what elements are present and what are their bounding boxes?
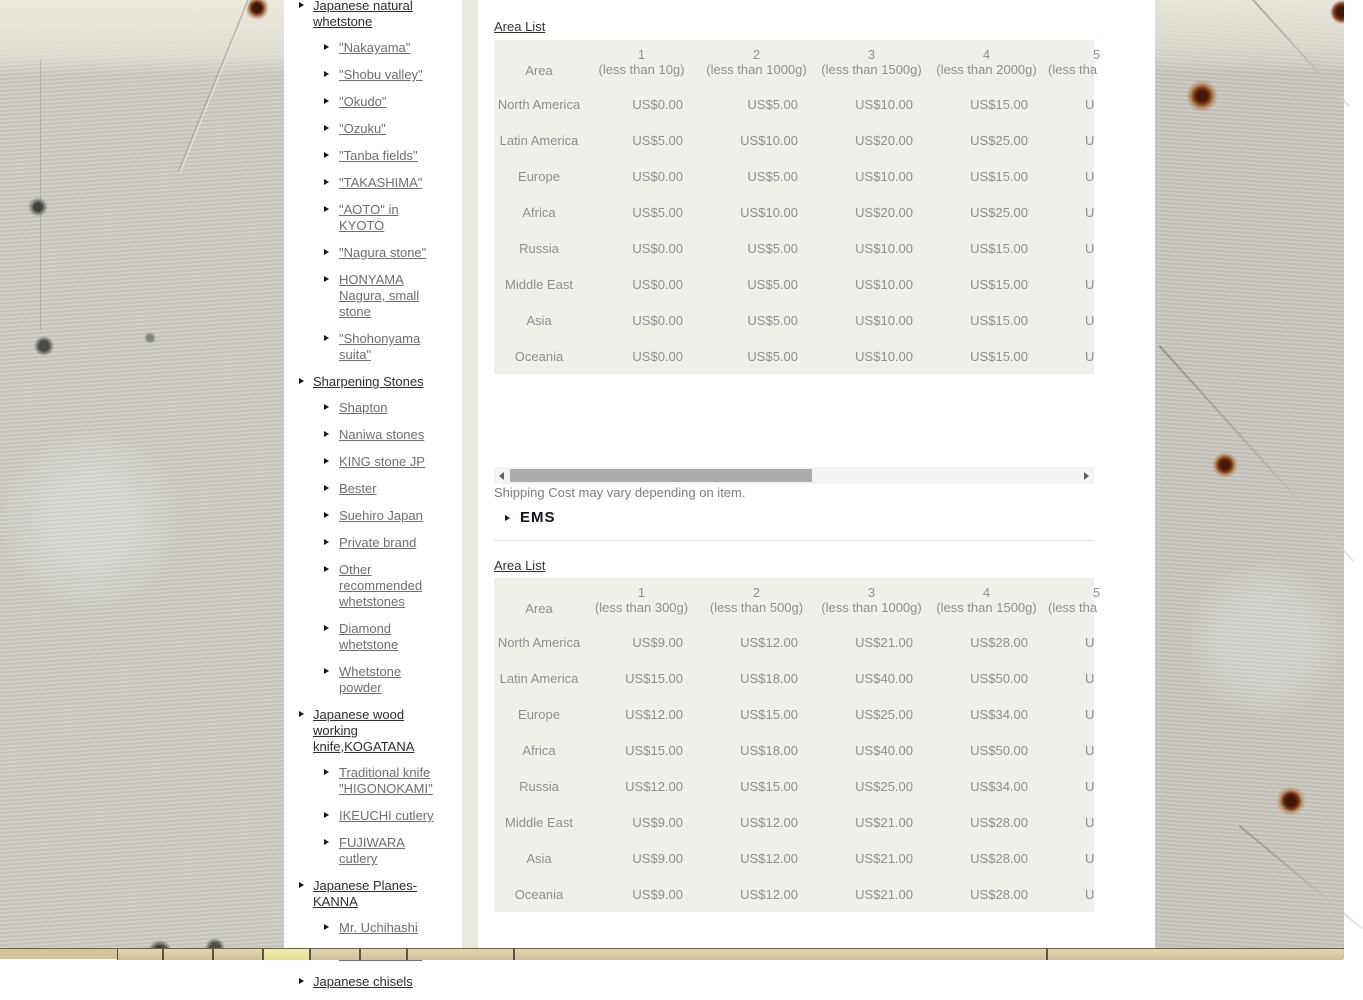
column-header: 4 (less than 2000g) <box>936 47 1037 77</box>
bullet-arrow-icon <box>324 98 329 104</box>
sidebar-link[interactable]: Japanese wood working knife,KOGATANA <box>313 707 415 754</box>
taskbar-button-active[interactable] <box>263 949 310 960</box>
table-row: Oceania US$0.00 US$5.00 US$10.00 US$15.00 U <box>514 348 1095 364</box>
sidebar-link[interactable]: "Nakayama" <box>339 40 411 55</box>
sidebar-item-whetstone-powder[interactable] <box>323 664 444 696</box>
table-row: Europe US$12.00 US$15.00 US$25.00 US$34.00 U <box>518 706 1095 722</box>
taskbar-button[interactable] <box>117 949 163 960</box>
sidebar-link[interactable]: "Ozuku" <box>339 121 386 136</box>
sidebar-item-shapton[interactable] <box>323 400 444 416</box>
shipping-note: Shipping Cost may vary depending on item. <box>494 485 746 500</box>
table-row: Middle East US$9.00 US$12.00 US$21.00 US$28.00 U <box>505 814 1095 830</box>
sidebar-item-japanese-chisels[interactable] <box>298 974 430 990</box>
column-header-area: Area <box>525 601 553 616</box>
table-row: Africa US$15.00 US$18.00 US$40.00 US$50.00 U <box>522 742 1095 758</box>
sidebar-link[interactable]: KING stone JP <box>339 454 425 469</box>
table-row: North America US$9.00 US$12.00 US$21.00 US$28.00 U <box>497 634 1095 650</box>
taskbar-button[interactable] <box>163 949 213 960</box>
scroll-left-button[interactable] <box>494 467 510 484</box>
taskbar-button[interactable] <box>360 949 407 960</box>
sidebar-navigation <box>298 0 462 1000</box>
sidebar-link[interactable]: Japanese chisels <box>313 974 413 989</box>
sidebar-item-takashima[interactable] <box>323 175 444 191</box>
shipping-table-ems <box>494 578 1101 912</box>
sidebar-link[interactable]: "Okudo" <box>339 94 387 109</box>
bullet-arrow-icon <box>324 335 329 341</box>
bullet-arrow-icon <box>324 924 329 930</box>
sidebar-item-private-brand[interactable] <box>323 535 444 551</box>
sidebar-item-king-stone-jp[interactable] <box>323 454 444 470</box>
right-scratch-line <box>1159 345 1355 562</box>
table-row: Russia US$0.00 US$5.00 US$10.00 US$15.00 U <box>519 240 1095 256</box>
bullet-arrow-icon <box>324 125 329 131</box>
right-background-texture <box>1155 0 1344 959</box>
column-header: 2 (less than 1000g) <box>706 47 807 77</box>
table-row: Latin America US$15.00 US$18.00 US$40.00 US$50.00 U <box>499 670 1095 686</box>
ems-section-heading[interactable] <box>504 509 556 527</box>
bullet-arrow-icon <box>299 978 304 984</box>
sidebar-item-honyama-nagura[interactable] <box>323 272 444 320</box>
sidebar-item-shobu-valley[interactable] <box>323 67 444 83</box>
area-list-anchor[interactable]: Area List <box>494 19 546 34</box>
taskbar-button[interactable] <box>1047 949 1343 960</box>
sidebar-link[interactable]: "AOTO" in KYOTO <box>339 202 399 233</box>
right-scratch-line <box>1249 0 1351 108</box>
bullet-arrow-icon <box>324 769 329 775</box>
bullet-arrow-icon <box>324 485 329 491</box>
column-header: 3 (less than 1500g) <box>821 47 922 77</box>
sidebar-item-other-recommended-whetstones[interactable] <box>323 562 444 610</box>
sidebar-item-naniwa-stones[interactable] <box>323 427 444 443</box>
sidebar-link[interactable]: Japanese natural whetstone <box>313 0 413 29</box>
sidebar-link[interactable]: Suehiro Japan <box>339 508 423 523</box>
ems-label: EMS <box>520 509 556 526</box>
column-header-clipped: 5 (less tha <box>1048 585 1101 615</box>
sidebar-link[interactable]: Private brand <box>339 535 417 550</box>
sidebar-item-nakayama[interactable] <box>323 40 444 56</box>
sidebar-link[interactable]: Sharpening Stones <box>313 374 424 389</box>
bullet-arrow-icon <box>324 431 329 437</box>
sidebar-link[interactable]: Shapton <box>339 400 388 415</box>
bullet-arrow-icon <box>324 566 329 572</box>
bullet-arrow-icon <box>324 71 329 77</box>
column-header: 2 (less than 500g) <box>709 585 804 615</box>
taskbar-button[interactable] <box>514 949 1047 960</box>
bullet-arrow-icon <box>324 206 329 212</box>
sidebar-link[interactable]: IKEUCHI cutlery <box>339 808 434 823</box>
area-list-anchor[interactable]: Area List <box>494 558 546 573</box>
sidebar-item-higonokami[interactable] <box>323 765 444 797</box>
bullet-arrow-icon <box>324 404 329 410</box>
bullet-arrow-icon <box>299 2 304 8</box>
table-row: Europe US$0.00 US$5.00 US$10.00 US$15.00 U <box>518 168 1095 184</box>
table-row: Latin America US$5.00 US$10.00 US$20.00 US$25.00 U <box>499 132 1095 148</box>
sidebar-item-suehiro-japan[interactable] <box>323 508 444 524</box>
bullet-arrow-icon <box>324 625 329 631</box>
sidebar-link[interactable]: "Shobu valley" <box>339 67 423 82</box>
sidebar-item-diamond-whetstone[interactable] <box>323 621 444 653</box>
sidebar-item-tanba-fields[interactable] <box>323 148 444 164</box>
sidebar-link[interactable]: Japanese Planes-KANNA <box>313 878 418 909</box>
taskbar-button[interactable] <box>213 949 263 960</box>
bullet-arrow-icon <box>299 378 304 384</box>
table-row: Middle East US$0.00 US$5.00 US$10.00 US$15.00 U <box>505 276 1095 292</box>
taskbar-button[interactable] <box>407 949 514 960</box>
table-row: Africa US$5.00 US$10.00 US$20.00 US$25.00 U <box>522 204 1095 220</box>
sidebar-item-mr-uchihashi[interactable] <box>323 920 444 936</box>
bullet-arrow-icon <box>324 249 329 255</box>
bullet-arrow-icon <box>324 512 329 518</box>
area-list-link-2[interactable] <box>494 558 545 573</box>
scrollbar-thumb[interactable] <box>510 469 812 482</box>
column-header-clipped: 5 (less tha <box>1048 47 1101 77</box>
table-row: Asia US$0.00 US$5.00 US$10.00 US$15.00 U <box>526 312 1095 328</box>
left-nail-stick <box>178 0 252 172</box>
column-header: 1 (less than 10g) <box>598 47 685 77</box>
bullet-arrow-icon <box>324 812 329 818</box>
column-header: 1 (less than 300g) <box>594 585 689 615</box>
bullet-arrow-icon <box>324 539 329 545</box>
sidebar-item-aoto-in-kyoto[interactable] <box>323 202 444 234</box>
sidebar-link[interactable]: Diamond whetstone <box>339 621 399 652</box>
sidebar-link[interactable]: Bester <box>339 481 377 496</box>
bullet-arrow-icon <box>505 515 510 521</box>
scroll-left-arrow-icon <box>499 472 504 480</box>
sidebar-link[interactable]: HONYAMA Nagura, small stone <box>339 272 420 319</box>
sidebar-item-sharpening-stones[interactable] <box>298 374 430 390</box>
area-list-link-1[interactable] <box>494 19 545 34</box>
sidebar-item-japanese-wood-working-knife[interactable] <box>298 707 430 755</box>
scroll-right-arrow-icon <box>1084 472 1089 480</box>
sidebar-item-bester[interactable] <box>323 481 444 497</box>
taskbar-button[interactable] <box>310 949 360 960</box>
sidebar-link[interactable]: "Shohonyama suita" <box>339 331 421 362</box>
sidebar-link[interactable]: "Nagura stone" <box>339 245 427 260</box>
table-row: North America US$0.00 US$5.00 US$10.00 US$15.00 U <box>497 96 1095 112</box>
sidebar-link[interactable]: FUJIWARA cutlery <box>339 835 405 866</box>
sidebar-link[interactable]: "Tanba fields" <box>339 148 418 163</box>
left-scratch-line <box>40 60 41 330</box>
table-header-row <box>494 578 1159 624</box>
sidebar-content-divider <box>462 0 478 948</box>
scroll-right-button[interactable] <box>1078 467 1094 484</box>
bullet-arrow-icon <box>324 44 329 50</box>
sidebar-item-nagura-stone[interactable] <box>323 245 444 261</box>
table-row: Asia US$9.00 US$12.00 US$21.00 US$28.00 U <box>526 850 1095 866</box>
table-row: Russia US$12.00 US$15.00 US$25.00 US$34.00 U <box>519 778 1095 794</box>
sidebar-link[interactable]: Whetstone powder <box>339 664 402 695</box>
section-divider-line <box>494 540 1094 541</box>
sidebar-link[interactable]: Naniwa stones <box>339 427 425 442</box>
column-header: 4 (less than 1500g) <box>936 585 1037 615</box>
sidebar-item-ikeuchi-cutlery[interactable] <box>323 808 444 824</box>
sidebar-item-okudo[interactable] <box>323 94 444 110</box>
sidebar-item-fujiwara-cutlery[interactable] <box>323 835 444 867</box>
sidebar-item-ozuku[interactable] <box>323 121 444 137</box>
sidebar-link[interactable]: Other recommended whetstones <box>339 562 423 609</box>
bullet-arrow-icon <box>299 882 304 888</box>
shipping-table-small-packet <box>494 40 1101 374</box>
horizontal-scrollbar[interactable] <box>494 467 1094 484</box>
left-background-texture <box>0 0 284 959</box>
bullet-arrow-icon <box>324 152 329 158</box>
sidebar-link[interactable]: Traditional knife "HIGONOKAMI" <box>339 765 433 796</box>
sidebar-item-shohonyama-suita[interactable] <box>323 331 444 363</box>
bullet-arrow-icon <box>324 179 329 185</box>
sidebar-link[interactable]: "TAKASHIMA" <box>339 175 423 190</box>
table-header-row <box>494 40 1159 86</box>
sidebar-item-japanese-planes-kanna[interactable] <box>298 878 430 910</box>
table-row: Oceania US$9.00 US$12.00 US$21.00 US$28.00 U <box>514 886 1095 902</box>
bullet-arrow-icon <box>324 276 329 282</box>
bullet-arrow-icon <box>299 711 304 717</box>
sidebar-link[interactable]: Mr. Uchihashi <box>339 920 418 935</box>
column-header: 3 (less than 1000g) <box>821 585 922 615</box>
column-header-area: Area <box>525 63 553 78</box>
bullet-arrow-icon <box>324 458 329 464</box>
bullet-arrow-icon <box>324 839 329 845</box>
taskbar <box>0 948 1344 959</box>
right-scratch-line <box>1239 825 1363 929</box>
sidebar-item-japanese-natural-whetstone[interactable] <box>298 0 430 30</box>
bullet-arrow-icon <box>324 668 329 674</box>
